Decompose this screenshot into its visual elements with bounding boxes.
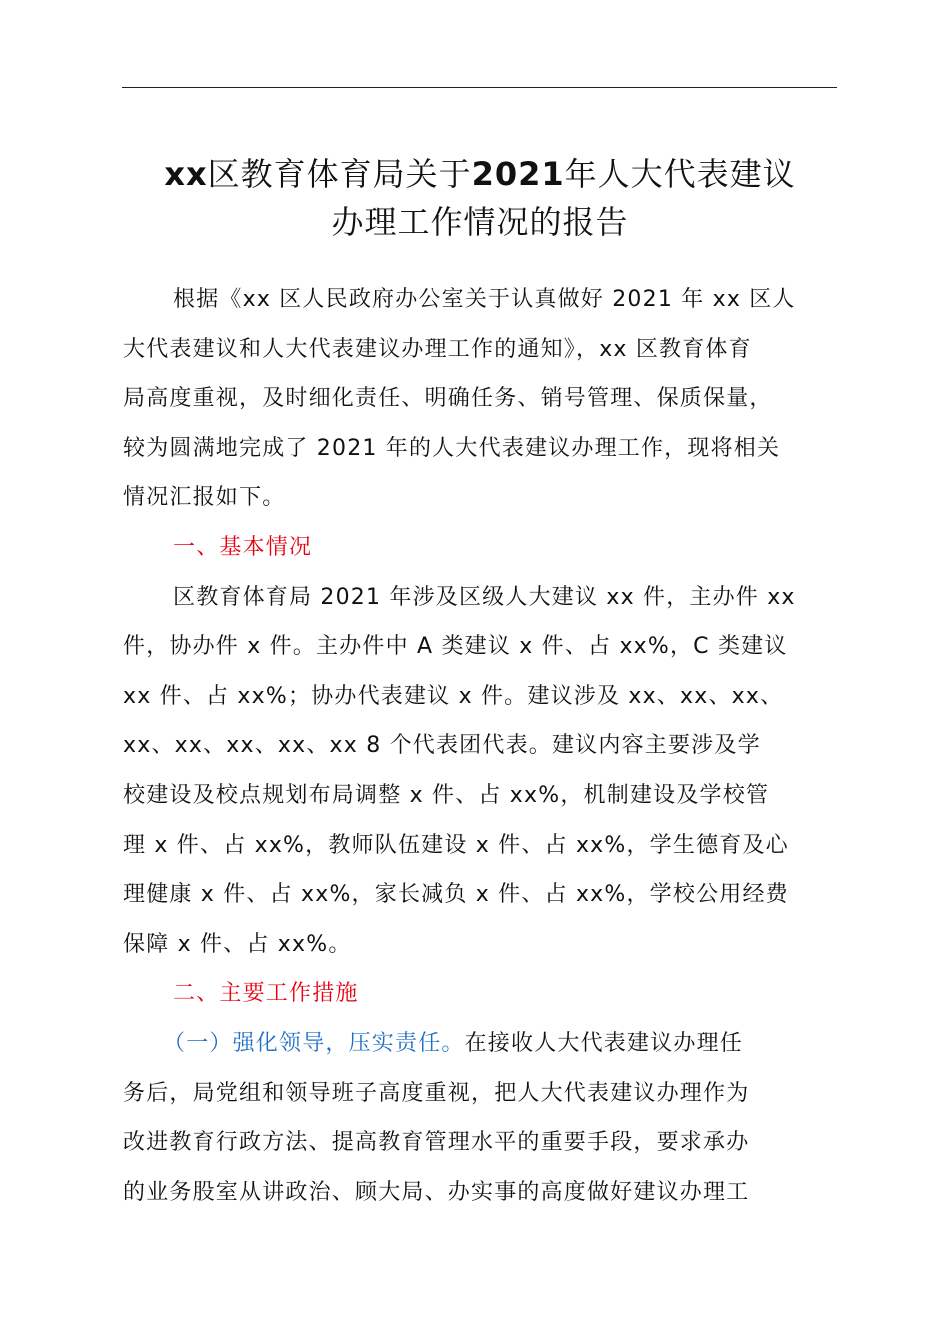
subsection-heading-leadership: （一）强化领导，压实责任。 xyxy=(163,1030,465,1056)
title-prefix: xx xyxy=(164,155,208,193)
basic-line: 理 x 件、占 xx%，教师队伍建设 x 件、占 xx%，学生德育及心 xyxy=(123,832,789,858)
header-rule xyxy=(122,87,837,88)
section-heading-basic: 一、基本情况 xyxy=(173,534,313,560)
intro-line: 情况汇报如下。 xyxy=(123,485,286,511)
basic-line: 理健康 x 件、占 xx%，家长减负 x 件、占 xx%，学校公用经费 xyxy=(123,882,789,908)
intro-line: 较为圆满地完成了 2021 年的人大代表建议办理工作，现将相关 xyxy=(123,435,781,461)
intro-line: 局高度重视，及时细化责任、明确任务、销号管理、保质保量， xyxy=(123,386,773,412)
document-body xyxy=(123,275,843,1217)
basic-line: 件，协办件 x 件。主办件中 A 类建议 x 件、占 xx%，C 类建议 xyxy=(123,634,788,660)
measures-line-tail: 在接收人大代表建议办理任 xyxy=(464,1030,744,1056)
basic-line: xx 件、占 xx%；协办代表建议 x 件。建议涉及 xx、xx、xx、 xyxy=(123,683,784,709)
document-title-line-2: 办理工作情况的报告 xyxy=(331,203,629,241)
measures-line xyxy=(123,1019,843,1069)
basic-line: xx、xx、xx、xx、xx 8 个代表团代表。建议内容主要涉及学 xyxy=(123,733,761,759)
measures-line: 改进教育行政方法、提高教育管理水平的重要手段，要求承办 xyxy=(123,1130,750,1156)
intro-line: 大代表建议和人大代表建议办理工作的通知》，xx 区教育体育 xyxy=(123,336,752,362)
title-year: 2021 xyxy=(471,155,565,193)
intro-line: 根据《xx 区人民政府办公室关于认真做好 2021 年 xx 区人 xyxy=(173,287,796,312)
basic-line: 保障 x 件、占 xx%。 xyxy=(123,931,352,957)
basic-line: 校建设及校点规划布局调整 x 件、占 xx%，机制建设及学校管 xyxy=(123,782,770,808)
basic-line: 区教育体育局 2021 年涉及区级人大建议 xx 件，主办件 xx xyxy=(173,584,796,610)
measures-line: 的业务股室从讲政治、顾大局、办实事的高度做好建议办理工 xyxy=(123,1179,750,1205)
document-title-line-1 xyxy=(100,152,860,196)
title-part-a: 区教育体育局关于 xyxy=(207,155,472,193)
title-part-b: 年人大代表建议 xyxy=(564,155,796,193)
section-heading-measures: 二、主要工作措施 xyxy=(173,981,359,1007)
measures-line: 务后，局党组和领导班子高度重视，把人大代表建议办理作为 xyxy=(123,1080,750,1106)
